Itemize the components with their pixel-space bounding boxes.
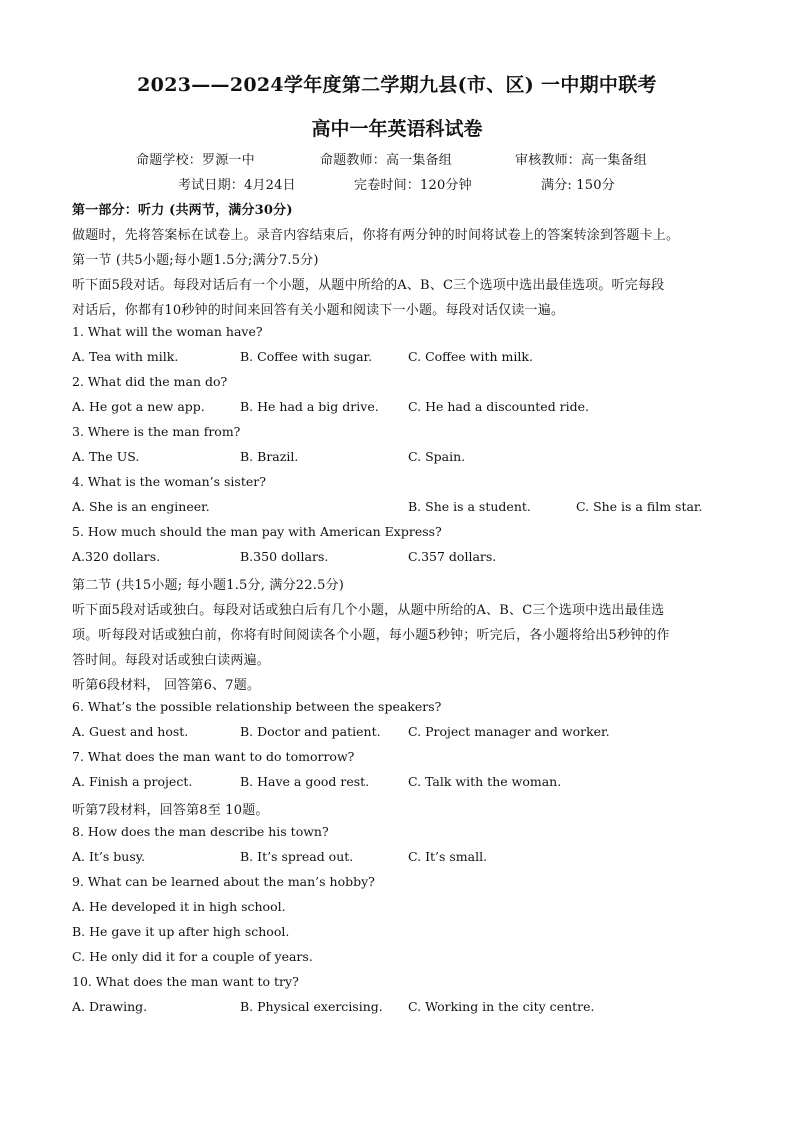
proposing-school: 命题学校：罗源一中 [136, 153, 255, 168]
question-stem: 3. Where is the man from? [72, 424, 241, 439]
part1-instructions: 做题时，先将答案标在试卷上。录音内容结束后，你将有两分钟的时间将试卷上的答案转涂到答题卡上。 [72, 228, 680, 243]
question-stem: 7. What does the man want to do tomorrow? [72, 749, 355, 764]
exam-title: 2023——2024学年度第二学期九县(市、区) 一中期中联考 [137, 74, 657, 96]
option-c: C. Talk with the woman. [408, 774, 562, 789]
option-b: B. Brazil. [240, 449, 299, 464]
question-stem: 9. What can be learned about the man’s hobby? [72, 874, 375, 889]
option-a: A.320 dollars. [72, 549, 161, 564]
exam-duration: 完卷时间：120分钟 [354, 178, 472, 193]
option-b: B. He gave it up after high school. [72, 924, 290, 939]
option-b: B. Have a good rest. [240, 774, 370, 789]
section1-instructions-2: 对话后，你都有10秒钟的时间来回答有关小题和阅读下一小题。每段对话仅读一遍。 [72, 303, 565, 318]
question-stem: 10. What does the man want to try? [72, 974, 299, 989]
question-stem: 6. What’s the possible relationship between the speakers? [72, 699, 442, 714]
question-stem: 5. How much should the man pay with American Express? [72, 524, 442, 539]
option-c: C. Working in the city centre. [408, 999, 595, 1014]
option-b: B. Physical exercising. [240, 999, 383, 1014]
section1-instructions-1: 听下面5段对话。每段对话后有一个小题，从题中所给的A、B、C三个选项中选出最佳选项。听完每段 [72, 278, 665, 293]
section2-heading: 第二节 (共15小题; 每小题1.5分, 满分22.5分) [72, 578, 345, 593]
question-stem: 2. What did the man do? [72, 374, 228, 389]
option-b: B. He had a big drive. [240, 399, 379, 414]
option-a: A. It’s busy. [72, 849, 146, 864]
exam-date: 考试日期：4月24日 [178, 178, 296, 193]
option-c: C. He had a discounted ride. [408, 399, 590, 414]
part1-heading: 第一部分：听力 (共两节，满分30分) [72, 203, 293, 218]
option-b: B. She is a student. [408, 499, 531, 514]
option-c: C. It’s small. [408, 849, 488, 864]
option-b: B. Coffee with sugar. [240, 349, 373, 364]
option-c: C. Spain. [408, 449, 466, 464]
proposing-teacher: 命题教师：高一集备组 [320, 153, 453, 168]
option-a: A. She is an engineer. [72, 499, 210, 514]
section1-heading: 第一节 (共5小题;每小题1.5分;满分7.5分) [72, 253, 319, 268]
question-stem: 1. What will the woman have? [72, 324, 263, 339]
option-a: A. Drawing. [72, 999, 148, 1014]
option-c: C. She is a film star. [576, 499, 703, 514]
question-stem: 8. How does the man describe his town? [72, 824, 329, 839]
section2-instructions-3: 答时间。每段对话或独白读两遍。 [72, 653, 271, 668]
option-b: B. Doctor and patient. [240, 724, 381, 739]
option-a: A. Guest and host. [72, 724, 189, 739]
exam-subtitle: 高中一年英语科试卷 [311, 118, 483, 140]
section2-instructions-2: 项。听每段对话或独白前，你将有时间阅读各个小题，每小题5秒钟；听完后，各小题将给出5秒钟的作 [72, 628, 670, 643]
option-c: C.357 dollars. [408, 549, 497, 564]
section2-instructions-1: 听下面5段对话或独白。每段对话或独白后有几个小题，从题中所给的A、B、C三个选项中选出最佳选 [72, 603, 665, 618]
material-7-heading: 听第7段材料，回答第8至 10题。 [72, 803, 269, 818]
option-b: B.350 dollars. [240, 549, 329, 564]
option-c: C. Coffee with milk. [408, 349, 533, 364]
material-6-heading: 听第6段材料， 回答第6、7题。 [72, 678, 261, 693]
reviewing-teacher: 审核教师：高一集备组 [515, 153, 648, 168]
option-c: C. He only did it for a couple of years. [72, 949, 313, 964]
option-a: A. He got a new app. [72, 399, 205, 414]
option-a: A. Tea with milk. [72, 349, 179, 364]
option-c: C. Project manager and worker. [408, 724, 610, 739]
full-score: 满分: 150分 [541, 178, 615, 193]
option-a: A. He developed it in high school. [72, 899, 286, 914]
option-a: A. Finish a project. [72, 774, 193, 789]
option-b: B. It’s spread out. [240, 849, 354, 864]
option-a: A. The US. [72, 449, 140, 464]
question-stem: 4. What is the woman’s sister? [72, 474, 266, 489]
